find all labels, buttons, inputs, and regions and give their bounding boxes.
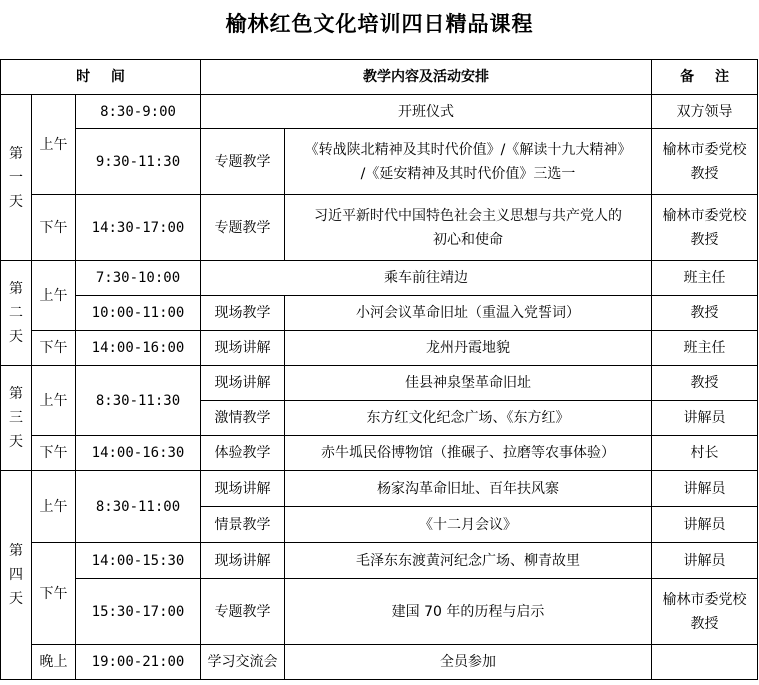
period-label: 上午 — [32, 366, 76, 436]
remark-cell: 讲解员 — [652, 507, 758, 543]
table-row — [1, 471, 758, 507]
type-cell: 专题教学 — [201, 579, 285, 645]
type-cell: 专题教学 — [201, 129, 285, 195]
table-row — [1, 195, 758, 261]
remark-cell: 教授 — [652, 366, 758, 401]
period-label: 下午 — [32, 543, 76, 645]
time-cell: 8:30-11:30 — [76, 366, 201, 436]
day-label: 第 四 天 — [1, 471, 32, 680]
table-row — [1, 296, 758, 331]
table-row — [1, 129, 758, 195]
period-label: 下午 — [32, 436, 76, 471]
period-label: 下午 — [32, 195, 76, 261]
time-cell: 19:00-21:00 — [76, 645, 201, 680]
time-cell: 9:30-11:30 — [76, 129, 201, 195]
type-cell: 现场讲解 — [201, 543, 285, 579]
content-cell: 《十二月会议》 — [285, 507, 652, 543]
content-cell: 全员参加 — [285, 645, 652, 680]
table-row — [1, 366, 758, 401]
remark-cell: 讲解员 — [652, 543, 758, 579]
content-cell: 开班仪式 — [201, 95, 652, 129]
type-cell: 现场讲解 — [201, 366, 285, 401]
table-row — [1, 261, 758, 296]
time-cell: 8:30-9:00 — [76, 95, 201, 129]
table-row — [1, 95, 758, 129]
header-remark: 备 注 — [652, 60, 758, 95]
day-label: 第 二 天 — [1, 261, 32, 366]
page-title: 榆林红色文化培训四日精品课程 — [225, 12, 534, 36]
remark-cell: 班主任 — [652, 261, 758, 296]
time-cell: 14:30-17:00 — [76, 195, 201, 261]
type-cell: 现场教学 — [201, 296, 285, 331]
remark-cell: 讲解员 — [652, 471, 758, 507]
remark-cell — [652, 645, 758, 680]
day-label: 第 一 天 — [1, 95, 32, 261]
table-row — [1, 579, 758, 645]
time-cell: 8:30-11:00 — [76, 471, 201, 543]
type-cell: 现场讲解 — [201, 471, 285, 507]
content-cell: 赤牛坬民俗博物馆（推碾子、拉磨等农事体验） — [285, 436, 652, 471]
remark-cell: 榆林市委党校 教授 — [652, 579, 758, 645]
time-cell: 14:00-16:00 — [76, 331, 201, 366]
header-row — [1, 60, 758, 95]
type-cell: 情景教学 — [201, 507, 285, 543]
type-cell: 激情教学 — [201, 401, 285, 436]
schedule-table — [0, 59, 758, 680]
table-row — [1, 543, 758, 579]
remark-cell: 榆林市委党校 教授 — [652, 129, 758, 195]
type-cell: 现场讲解 — [201, 331, 285, 366]
period-label: 晚上 — [32, 645, 76, 680]
type-cell: 体验教学 — [201, 436, 285, 471]
content-cell: 东方红文化纪念广场、《东方红》 — [285, 401, 652, 436]
day-label: 第 三 天 — [1, 366, 32, 471]
period-label: 上午 — [32, 471, 76, 543]
remark-cell: 讲解员 — [652, 401, 758, 436]
period-label: 下午 — [32, 331, 76, 366]
type-cell: 学习交流会 — [201, 645, 285, 680]
time-cell: 14:00-16:30 — [76, 436, 201, 471]
header-content: 教学内容及活动安排 — [201, 60, 652, 95]
content-cell: 建国 70 年的历程与启示 — [285, 579, 652, 645]
content-cell: 杨家沟革命旧址、百年扶风寨 — [285, 471, 652, 507]
remark-cell: 教授 — [652, 296, 758, 331]
remark-cell: 班主任 — [652, 331, 758, 366]
content-cell: 习近平新时代中国特色社会主义思想与共产党人的 初心和使命 — [285, 195, 652, 261]
remark-cell: 村长 — [652, 436, 758, 471]
content-cell: 《转战陕北精神及其时代价值》/《解读十九大精神》 /《延安精神及其时代价值》三选一 — [285, 129, 652, 195]
time-cell: 10:00-11:00 — [76, 296, 201, 331]
time-cell: 15:30-17:00 — [76, 579, 201, 645]
content-cell: 佳县神泉堡革命旧址 — [285, 366, 652, 401]
remark-cell: 榆林市委党校 教授 — [652, 195, 758, 261]
content-cell: 毛泽东东渡黄河纪念广场、柳青故里 — [285, 543, 652, 579]
table-row — [1, 436, 758, 471]
period-label: 上午 — [32, 95, 76, 195]
content-cell: 龙州丹霞地貌 — [285, 331, 652, 366]
content-cell: 小河会议革命旧址（重温入党誓词） — [285, 296, 652, 331]
table-row — [1, 645, 758, 680]
time-cell: 14:00-15:30 — [76, 543, 201, 579]
remark-cell: 双方领导 — [652, 95, 758, 129]
content-cell: 乘车前往靖边 — [201, 261, 652, 296]
header-time: 时 间 — [1, 60, 201, 95]
period-label: 上午 — [32, 261, 76, 331]
time-cell: 7:30-10:00 — [76, 261, 201, 296]
table-row — [1, 331, 758, 366]
type-cell: 专题教学 — [201, 195, 285, 261]
